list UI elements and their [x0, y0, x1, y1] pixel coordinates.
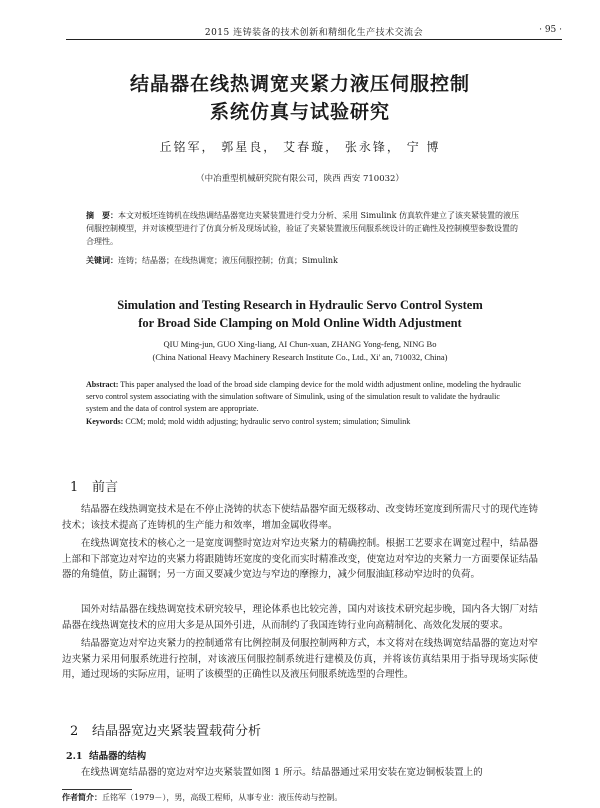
title-zh-line2: 系统仿真与试验研究: [209, 101, 390, 123]
section-1-number: 1: [70, 480, 79, 495]
header-rule: [66, 39, 562, 40]
section-1-paragraph-3: 国外对结晶器在线热调宽技术研究较早，理论体系也比较完善，国内对该技术研究起步晚，国内各大钢厂对结晶器在线热调宽技术的应用大多是从国外引进，从而制约了我国连铸行业向高精制化、高效化发展的要求。: [62, 604, 538, 631]
section-1-paragraph-2: 在线热调宽技术的核心之一是宽度调整时宽边对窄边夹紧力的精确控制。根据工艺要求在调宽过程中，结晶器上部和下部宽边对窄边的夹紧力将跟随铸坯宽度的变化而实时精准改变，使宽边对窄边的夹紧力一方面要保证结晶器的角缝值，防止漏钢；另一方面又要减少宽边与窄边的摩擦力，减少伺服油缸移动窄边时的负荷。: [62, 538, 538, 581]
affiliation-en: (China National Heavy Machinery Research Institute Co., Ltd., Xi' an, 710032, China): [152, 352, 448, 362]
footnote-text: 丘铭军（1979－），男，高级工程师，从事专业：液压传动与控制。: [102, 793, 343, 802]
keywords-zh-text: 连铸；结晶器；在线热调宽；液压伺服控制；仿真；Simulink: [118, 256, 338, 265]
subsection-2-1-paragraph: 在线热调宽结晶器的宽边对窄边夹紧装置如图 1 所示。结晶器通过采用安装在宽边铜板装置上的: [81, 767, 483, 778]
keywords-en-label: Keywords:: [86, 417, 124, 426]
abstract-en-label: Abstract:: [86, 380, 119, 389]
keywords-en: [86, 417, 522, 426]
section-2-title: 结晶器宽边夹紧装置载荷分析: [92, 724, 262, 739]
abstract-zh: [86, 209, 522, 248]
subsection-2-1-number: 2.1: [66, 751, 83, 762]
section-1-heading: [70, 476, 118, 495]
running-header: [66, 22, 562, 40]
keywords-zh: [86, 255, 522, 266]
page-number: · 95 ·: [539, 25, 562, 35]
section-2-heading: [70, 720, 261, 739]
footnote-label: 作者简介：: [62, 792, 102, 802]
footnote-rule: [62, 789, 132, 790]
title-en-line2: for Broad Side Clamping on Mold Online Width Adjustment: [138, 316, 462, 330]
authors-zh: 丘铭军， 郭星良， 艾春璇， 张永锋， 宁 博: [159, 140, 441, 154]
subsection-2-1-heading: [66, 748, 146, 762]
journal-name: 2015 连铸装备的技术创新和精细化生产技术交流会: [204, 28, 424, 38]
abstract-zh-text: 本文对板坯连铸机在线热调结晶器宽边夹紧装置进行受力分析、采用 Simulink 仿真软件建立了该夹紧装置的液压伺服控制模型，并对该模型进行了仿真分析及现场试验，验证了夹紧装置液压伺服系统设计的正确性及控制模型参数设置的合理性。: [86, 211, 519, 246]
section-1-paragraph-4: 结晶器宽边对窄边夹紧力的控制通常有比例控制及伺服控制两种方式，本文将对在线热调宽结晶器的宽边对窄边夹紧力采用伺服系统进行控制，对该液压伺服控制系统进行建模及仿真，并将该仿真结果用于指导现场实际使用，通过现场的实际应用，证明了该模型的正确性以及液压伺服系统选型的合理性。: [62, 638, 538, 681]
title-zh-line1: 结晶器在线热调宽夹紧力液压伺服控制: [129, 73, 470, 95]
author-footnote: [62, 792, 342, 803]
title-en-line1: Simulation and Testing Research in Hydraulic Servo Control System: [117, 298, 483, 312]
section-1-paragraph-1: 结晶器在线热调宽技术是在不停止浇铸的状态下使结晶器窄面无级移动、改变铸坯宽度到所需尺寸的现代连铸技术；该技术提高了连铸机的生产能力和效率，增加金属收得率。: [62, 504, 538, 531]
abstract-en: [86, 379, 522, 415]
abstract-zh-label: 摘 要：: [86, 210, 118, 220]
affiliation-zh: （中冶重型机械研究院有限公司，陕西 西安 710032）: [196, 174, 404, 184]
section-2-number: 2: [70, 724, 79, 739]
section-1-title: 前言: [92, 480, 119, 495]
keywords-zh-label: 关键词：: [86, 255, 118, 265]
keywords-en-text: CCM; mold; mold width adjusting; hydraulic servo control system; simulation; Simulink: [125, 417, 411, 426]
subsection-2-1-title: 结晶器的结构: [89, 751, 147, 762]
authors-en: QIU Ming-jun, GUO Xing-liang, AI Chun-xuan, ZHANG Yong-feng, NING Bo: [163, 339, 437, 349]
abstract-en-text: This paper analysed the load of the broad side clamping device for the mold width adjustment online, modeling the hydraulic servo control system associating with the simulation software of Simulink, using of the simulation result to validate the hydraulic system and the data of control system are appropriate.: [86, 380, 522, 413]
